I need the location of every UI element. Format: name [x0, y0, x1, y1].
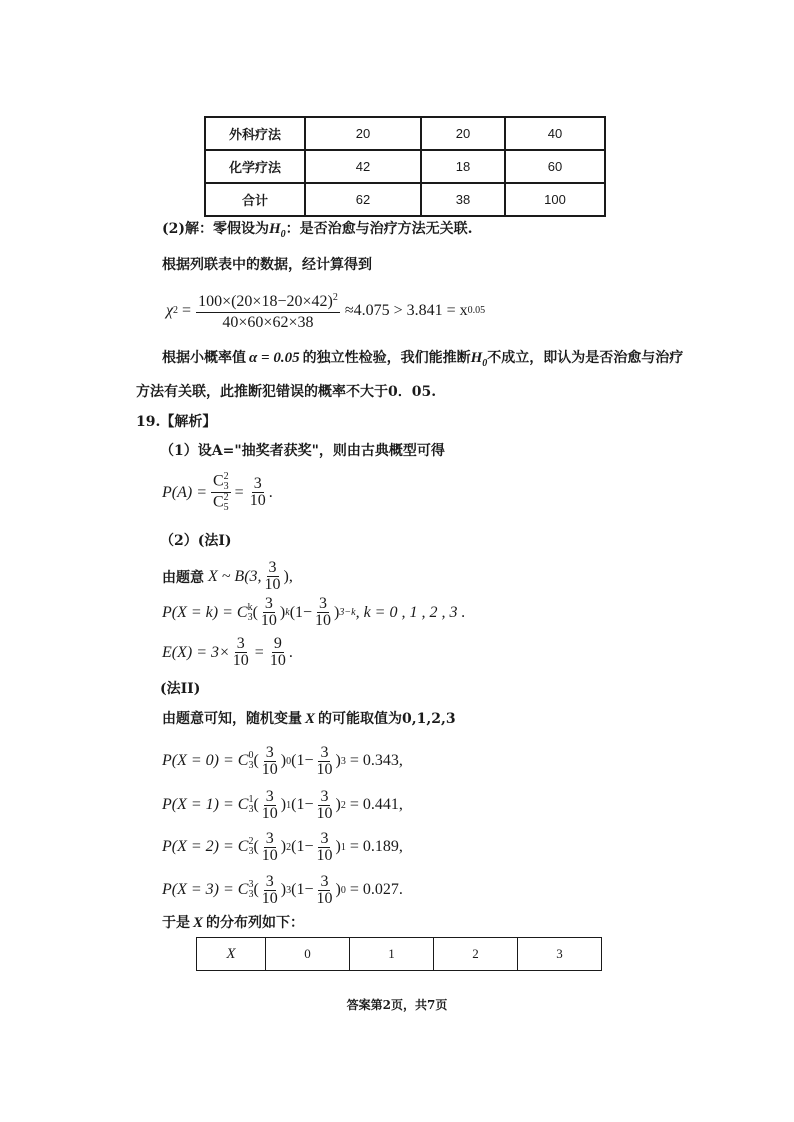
exponent: 1: [286, 799, 292, 811]
denominator: 10: [261, 889, 278, 907]
c-sub: 3: [223, 481, 229, 492]
exponent: 0: [340, 884, 346, 896]
binomial-line: [162, 560, 293, 593]
denominator: 40×60×62×38: [222, 314, 314, 331]
expectation-lhs: E(X) = 3×: [162, 643, 230, 661]
row-label: 合计: [205, 183, 305, 216]
fraction: [259, 596, 279, 629]
numerator: 3: [320, 829, 329, 847]
method1-heading: （2）(法I): [160, 533, 232, 549]
pa-formula: [162, 472, 273, 513]
numerator: 100×(20×18−20×42): [198, 293, 333, 310]
denominator: 10: [232, 652, 249, 669]
pmf-line: P(X = k) = C k 3 ( $\frac{3}{10}$ ) k (1− $\frac{3}{10}$ ) 3−k , k = 0 , 1 , 2 , 3 .: [162, 595, 466, 629]
exponent: 0: [286, 755, 292, 767]
c-sub: 3: [248, 846, 254, 857]
pa-lhs: P(A) =: [162, 483, 207, 501]
prob-result: = 0.189,: [349, 838, 403, 855]
c-sub: 3: [247, 611, 253, 623]
denominator: 10: [316, 760, 333, 778]
text: (1−: [289, 603, 313, 621]
fraction: [314, 789, 334, 822]
c-symbol: C: [213, 493, 224, 511]
equals: =: [234, 483, 244, 501]
text: 不成立，即认为是否治愈与治疗: [487, 350, 684, 366]
denominator: 10: [264, 576, 281, 593]
denominator: 10: [316, 804, 333, 822]
numerator: 3: [265, 872, 274, 890]
c-sup: k: [247, 601, 253, 613]
c-symbol: C: [213, 472, 224, 490]
c-sup: 2: [223, 471, 229, 482]
numerator: 9: [273, 635, 282, 652]
method2-heading: (法II): [160, 681, 201, 697]
text: ：是否治愈与治疗方法无关联.: [285, 221, 473, 237]
fraction: [313, 596, 333, 629]
q19-heading: 19.【解析】: [136, 414, 217, 430]
probability-line: P(X = 3) = C 3 3 ( $\frac{3}{10}$ ) 3 (1− $\frac{3}{10}$ ) 0 = 0.027.: [162, 872, 403, 907]
prob-lhs: P(X = 2) = C: [162, 838, 249, 855]
fraction: [314, 745, 334, 778]
probability-list: [162, 738, 502, 912]
h0-symbol: H: [269, 221, 281, 237]
method2-intro: [162, 708, 456, 728]
cell: 100: [505, 183, 605, 216]
conclusion-line-2: 方法有关联，此推断犯错误的概率不大于0．05.: [136, 384, 437, 400]
denominator: 10: [316, 846, 333, 864]
prob-lhs: P(X = 1) = C: [162, 796, 249, 813]
text: ): [279, 603, 286, 621]
table-row: [197, 938, 602, 971]
denominator: 10: [261, 846, 278, 864]
denominator: 10: [261, 760, 278, 778]
denominator: 10: [261, 804, 278, 822]
probability-line: P(X = 2) = C 2 3 ( $\frac{3}{10}$ ) 2 (1− $\frac{3}{10}$ ) 1 = 0.189,: [162, 829, 403, 864]
numerator: 3: [265, 787, 274, 805]
denominator: 10: [269, 652, 286, 669]
c-sub: 3: [248, 889, 254, 900]
fraction: [263, 560, 283, 593]
header-cell: X: [197, 938, 266, 971]
pa-value: [248, 476, 268, 509]
h0-symbol: H: [470, 350, 483, 366]
numerator-exponent: 2: [332, 292, 338, 303]
probability-line: P(X = 1) = C 1 3 ( $\frac{3}{10}$ ) 1 (1− $\frac{3}{10}$ ) 2 = 0.441,: [162, 787, 403, 822]
denominator: 10: [316, 889, 333, 907]
text: 由题意: [162, 569, 204, 586]
row-label: 化学疗法: [205, 150, 305, 183]
alpha-value: α = 0.05: [249, 350, 300, 366]
exponent: k: [285, 607, 290, 618]
conclusion-line-1: [162, 347, 683, 369]
critical-subscript: 0.05: [467, 305, 486, 316]
expectation-line: [162, 636, 293, 669]
denominator: 10: [249, 492, 266, 509]
prob-lhs: P(X = 3) = C: [162, 881, 249, 898]
fraction: [314, 874, 334, 907]
exponent: 3: [340, 755, 346, 767]
header-cell: 1: [350, 938, 434, 971]
chi-square-formula: [166, 288, 485, 333]
probability-line: P(X = 0) = C 0 3 ( $\frac{3}{10}$ ) 0 (1− $\frac{3}{10}$ ) 3 = 0.343,: [162, 743, 403, 778]
cell: 20: [421, 117, 505, 150]
fraction: [260, 831, 280, 864]
k-range: , k = 0 , 1 , 2 , 3 .: [355, 603, 466, 621]
c-sup: 0: [248, 750, 254, 761]
chi-result: ≈4.075 > 3.841 = x: [344, 301, 468, 319]
header-cell: 3: [518, 938, 602, 971]
distribution-intro: [162, 912, 304, 932]
c-sup: 2: [223, 492, 229, 503]
cell: 38: [421, 183, 505, 216]
period: .: [288, 643, 293, 661]
numerator: 3: [268, 559, 277, 576]
row-label: 外科疗法: [205, 117, 305, 150]
fraction: [268, 636, 288, 669]
calc-intro: 根据列联表中的数据，经计算得到: [162, 257, 372, 273]
hypothesis-line: [162, 218, 473, 240]
cell: 60: [505, 150, 605, 183]
numerator: 3: [265, 829, 274, 847]
exponent: 2: [286, 841, 292, 853]
numerator: 3: [236, 635, 245, 652]
table-row: [205, 150, 605, 183]
exponent: 3−k: [339, 607, 356, 618]
table-row: [205, 183, 605, 216]
fraction: [260, 874, 280, 907]
fraction: [314, 831, 334, 864]
header-cell: 2: [434, 938, 518, 971]
prob-result: = 0.441,: [349, 796, 403, 813]
numerator: 3: [253, 475, 262, 492]
fraction: [260, 745, 280, 778]
numerator: 3: [319, 595, 328, 612]
fraction: [231, 636, 251, 669]
text: 根据小概率值: [162, 350, 246, 366]
pmf-lhs: P(X = k) = C: [162, 603, 248, 621]
chi-symbol: χ: [166, 301, 174, 319]
cell: 20: [305, 117, 421, 150]
text: 由题意可知，随机变量: [162, 711, 302, 727]
table-row: [205, 117, 605, 150]
text: ): [334, 603, 340, 621]
prob-lhs: P(X = 0) = C: [162, 752, 249, 769]
header-cell: 0: [266, 938, 350, 971]
q19-part1-intro: （1）设A="抽奖者获奖"，则由古典概型可得: [160, 443, 445, 459]
distribution-table: [196, 937, 602, 971]
contingency-table: [204, 116, 606, 217]
numerator: 3: [320, 872, 329, 890]
c-sub: 3: [248, 760, 254, 771]
prob-result: = 0.027.: [349, 881, 403, 898]
cell: 40: [505, 117, 605, 150]
period: .: [268, 483, 273, 501]
h0-subscript: 0: [280, 229, 286, 240]
exponent: 1: [340, 841, 346, 853]
variable-x: X: [193, 915, 204, 931]
numerator: 3: [320, 787, 329, 805]
fraction: [260, 789, 280, 822]
text: 于是: [162, 915, 190, 931]
numerator: 3: [265, 743, 274, 761]
denominator: 10: [315, 612, 332, 629]
chi-exponent: 2: [173, 305, 179, 316]
numerator: 3: [264, 595, 273, 612]
c-sup: 1: [248, 794, 254, 805]
c-sup: 3: [248, 879, 254, 890]
chi-fraction: [196, 288, 340, 333]
text: ),: [283, 567, 293, 585]
text: 的分布列如下：: [206, 915, 305, 931]
text: (2)解：零假设为: [162, 221, 269, 237]
exponent: 3: [286, 884, 292, 896]
denominator: 10: [260, 612, 277, 629]
c-sub: 3: [248, 804, 254, 815]
c-sub: 5: [223, 502, 229, 513]
binomial-expr: X ~ B(3,: [208, 567, 262, 585]
cell: 62: [305, 183, 421, 216]
equals: =: [254, 643, 264, 661]
exponent: 2: [340, 799, 346, 811]
text: 的可能取值为0,1,2,3: [318, 711, 456, 727]
variable-x: X: [305, 711, 316, 727]
cell: 18: [421, 150, 505, 183]
equals: =: [182, 301, 192, 319]
c-sup: 2: [248, 836, 254, 847]
numerator: 3: [320, 743, 329, 761]
combination-fraction: [211, 472, 231, 513]
prob-result: = 0.343,: [349, 752, 403, 769]
page-footer: 答案第2页，共7页: [346, 998, 448, 1012]
text: 的独立性检验，我们能推断: [302, 350, 471, 366]
cell: 42: [305, 150, 421, 183]
h0-subscript: 0: [482, 358, 488, 369]
